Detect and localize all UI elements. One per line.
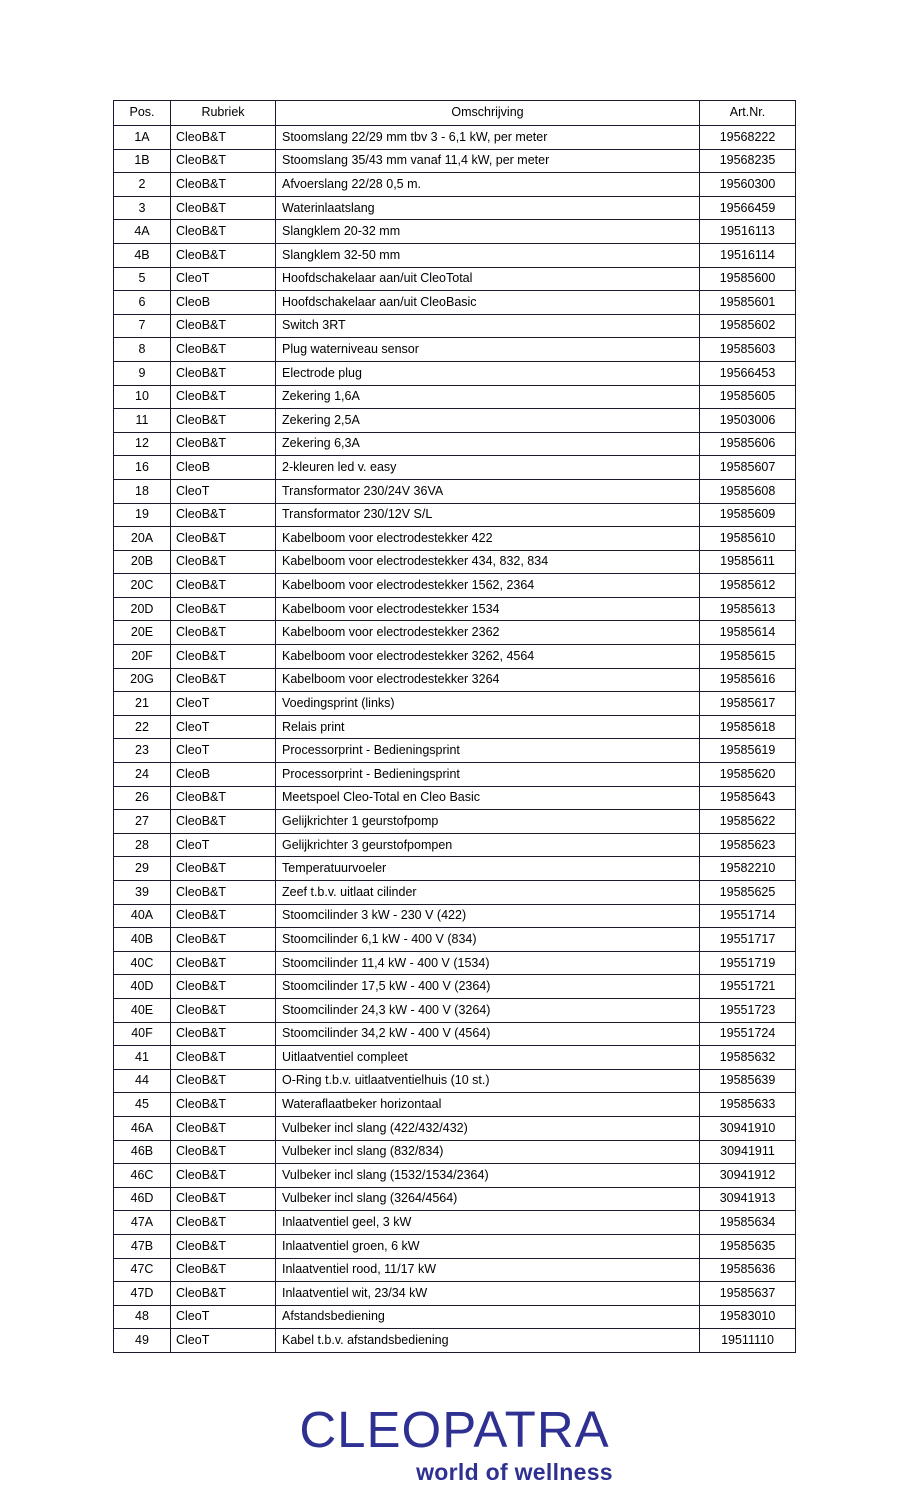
cell-rubriek: CleoB&T xyxy=(171,975,276,999)
cell-rubriek: CleoT xyxy=(171,1305,276,1329)
cell-omschrijving: Temperatuurvoeler xyxy=(276,857,700,881)
cell-artnr: 19585616 xyxy=(700,668,796,692)
cell-rubriek: CleoB&T xyxy=(171,1093,276,1117)
cell-pos: 4B xyxy=(114,243,171,267)
table-row xyxy=(114,1116,796,1140)
cell-artnr: 19568222 xyxy=(700,126,796,150)
cell-pos: 3 xyxy=(114,196,171,220)
cell-artnr: 19551724 xyxy=(700,1022,796,1046)
cell-artnr: 19585602 xyxy=(700,314,796,338)
cell-omschrijving: Zekering 2,5A xyxy=(276,409,700,433)
table-row xyxy=(114,1093,796,1117)
cell-omschrijving: Inlaatventiel rood, 11/17 kW xyxy=(276,1258,700,1282)
cell-omschrijving: Uitlaatventiel compleet xyxy=(276,1046,700,1070)
cell-rubriek: CleoB&T xyxy=(171,597,276,621)
cell-artnr: 19585601 xyxy=(700,291,796,315)
cell-omschrijving: Waterinlaatslang xyxy=(276,196,700,220)
cell-rubriek: CleoB&T xyxy=(171,1211,276,1235)
cell-artnr: 19585622 xyxy=(700,810,796,834)
table-row xyxy=(114,1305,796,1329)
cell-pos: 48 xyxy=(114,1305,171,1329)
cell-omschrijving: Switch 3RT xyxy=(276,314,700,338)
cell-pos: 47C xyxy=(114,1258,171,1282)
cell-pos: 11 xyxy=(114,409,171,433)
table-row xyxy=(114,1069,796,1093)
cell-artnr: 19551717 xyxy=(700,928,796,952)
cell-pos: 47A xyxy=(114,1211,171,1235)
cell-pos: 2 xyxy=(114,173,171,197)
logo-word-part2: PATRA xyxy=(442,1401,610,1458)
cell-artnr: 19585607 xyxy=(700,456,796,480)
table-row xyxy=(114,739,796,763)
cell-pos: 19 xyxy=(114,503,171,527)
cell-artnr: 19583010 xyxy=(700,1305,796,1329)
table-row xyxy=(114,881,796,905)
cell-omschrijving: Stoomcilinder 17,5 kW - 400 V (2364) xyxy=(276,975,700,999)
cell-rubriek: CleoB&T xyxy=(171,1022,276,1046)
cell-rubriek: CleoB&T xyxy=(171,857,276,881)
table-row xyxy=(114,1329,796,1353)
table-row xyxy=(114,126,796,150)
cell-pos: 29 xyxy=(114,857,171,881)
cell-rubriek: CleoB&T xyxy=(171,338,276,362)
table-row xyxy=(114,456,796,480)
cell-artnr: 19585600 xyxy=(700,267,796,291)
table-row xyxy=(114,574,796,598)
table-row xyxy=(114,1282,796,1306)
table-row xyxy=(114,361,796,385)
table-row xyxy=(114,196,796,220)
cell-artnr: 19585625 xyxy=(700,881,796,905)
cell-rubriek: CleoB&T xyxy=(171,810,276,834)
cell-rubriek: CleoB&T xyxy=(171,1282,276,1306)
cell-pos: 20C xyxy=(114,574,171,598)
table-row xyxy=(114,786,796,810)
cell-artnr: 19585613 xyxy=(700,597,796,621)
cell-omschrijving: Kabelboom voor electrodestekker 3264 xyxy=(276,668,700,692)
cell-artnr: 19511110 xyxy=(700,1329,796,1353)
cell-omschrijving: Processorprint - Bedieningsprint xyxy=(276,739,700,763)
cell-pos: 20F xyxy=(114,645,171,669)
cell-rubriek: CleoB&T xyxy=(171,196,276,220)
cell-omschrijving: Stoomcilinder 24,3 kW - 400 V (3264) xyxy=(276,998,700,1022)
cell-rubriek: CleoB&T xyxy=(171,904,276,928)
cell-artnr: 19585619 xyxy=(700,739,796,763)
cell-artnr: 19551721 xyxy=(700,975,796,999)
cell-artnr: 19585639 xyxy=(700,1069,796,1093)
cell-rubriek: CleoB&T xyxy=(171,432,276,456)
cell-artnr: 19585603 xyxy=(700,338,796,362)
cell-omschrijving: Stoomcilinder 34,2 kW - 400 V (4564) xyxy=(276,1022,700,1046)
cell-pos: 20A xyxy=(114,527,171,551)
cell-rubriek: CleoT xyxy=(171,1329,276,1353)
cell-omschrijving: Gelijkrichter 1 geurstofpomp xyxy=(276,810,700,834)
company-logo xyxy=(0,1401,909,1486)
cell-omschrijving: Zeef t.b.v. uitlaat cilinder xyxy=(276,881,700,905)
cell-omschrijving: Inlaatventiel groen, 6 kW xyxy=(276,1234,700,1258)
cell-omschrijving: Inlaatventiel geel, 3 kW xyxy=(276,1211,700,1235)
logo-tagline: world of wellness xyxy=(416,1459,613,1485)
table-row xyxy=(114,527,796,551)
cell-omschrijving: Kabelboom voor electrodestekker 3262, 4564 xyxy=(276,645,700,669)
cell-artnr: 19585608 xyxy=(700,479,796,503)
cell-pos: 40F xyxy=(114,1022,171,1046)
cell-omschrijving: Plug waterniveau sensor xyxy=(276,338,700,362)
cell-artnr: 19585606 xyxy=(700,432,796,456)
cell-rubriek: CleoB&T xyxy=(171,881,276,905)
cell-omschrijving: Kabelboom voor electrodestekker 434, 832, 834 xyxy=(276,550,700,574)
table-row xyxy=(114,833,796,857)
cell-omschrijving: Stoomslang 22/29 mm tbv 3 - 6,1 kW, per meter xyxy=(276,126,700,150)
cell-rubriek: CleoB&T xyxy=(171,998,276,1022)
logo-wordmark xyxy=(0,1401,909,1458)
cell-artnr: 19516114 xyxy=(700,243,796,267)
cell-pos: 46B xyxy=(114,1140,171,1164)
table-row xyxy=(114,857,796,881)
cell-omschrijving: Vulbeker incl slang (3264/4564) xyxy=(276,1187,700,1211)
cell-omschrijving: Kabel t.b.v. afstandsbediening xyxy=(276,1329,700,1353)
cell-omschrijving: Transformator 230/24V 36VA xyxy=(276,479,700,503)
cell-artnr: 19585643 xyxy=(700,786,796,810)
table-row xyxy=(114,550,796,574)
cell-omschrijving: Stoomcilinder 6,1 kW - 400 V (834) xyxy=(276,928,700,952)
cell-artnr: 19503006 xyxy=(700,409,796,433)
cell-pos: 23 xyxy=(114,739,171,763)
cell-rubriek: CleoB&T xyxy=(171,503,276,527)
cell-pos: 44 xyxy=(114,1069,171,1093)
cell-rubriek: CleoB&T xyxy=(171,574,276,598)
cell-omschrijving: O-Ring t.b.v. uitlaatventielhuis (10 st.) xyxy=(276,1069,700,1093)
cell-artnr: 19585637 xyxy=(700,1282,796,1306)
cell-rubriek: CleoB&T xyxy=(171,243,276,267)
cell-artnr: 19585633 xyxy=(700,1093,796,1117)
cell-pos: 20B xyxy=(114,550,171,574)
table-row xyxy=(114,267,796,291)
table-row xyxy=(114,1211,796,1235)
cell-omschrijving: Inlaatventiel wit, 23/34 kW xyxy=(276,1282,700,1306)
cell-rubriek: CleoB&T xyxy=(171,1046,276,1070)
cell-pos: 40B xyxy=(114,928,171,952)
cell-rubriek: CleoB&T xyxy=(171,786,276,810)
cell-pos: 20G xyxy=(114,668,171,692)
cell-artnr: 19568235 xyxy=(700,149,796,173)
table-row xyxy=(114,904,796,928)
cell-pos: 39 xyxy=(114,881,171,905)
cell-omschrijving: Stoomcilinder 11,4 kW - 400 V (1534) xyxy=(276,951,700,975)
cell-artnr: 19585617 xyxy=(700,692,796,716)
column-header-rubriek: Rubriek xyxy=(171,101,276,126)
cell-artnr: 30941911 xyxy=(700,1140,796,1164)
cell-artnr: 30941912 xyxy=(700,1164,796,1188)
cell-pos: 40A xyxy=(114,904,171,928)
cell-artnr: 19560300 xyxy=(700,173,796,197)
cell-pos: 40D xyxy=(114,975,171,999)
cell-pos: 40E xyxy=(114,998,171,1022)
table-body xyxy=(114,126,796,1353)
logo-word-part1: CLEO xyxy=(299,1401,443,1458)
table-row xyxy=(114,173,796,197)
cell-pos: 4A xyxy=(114,220,171,244)
table-row xyxy=(114,1022,796,1046)
table-row xyxy=(114,715,796,739)
table-header xyxy=(114,101,796,126)
cell-artnr: 19566453 xyxy=(700,361,796,385)
cell-artnr: 19585634 xyxy=(700,1211,796,1235)
cell-rubriek: CleoB&T xyxy=(171,173,276,197)
cell-artnr: 19566459 xyxy=(700,196,796,220)
cell-artnr: 19585618 xyxy=(700,715,796,739)
cell-omschrijving: Vulbeker incl slang (1532/1534/2364) xyxy=(276,1164,700,1188)
cell-artnr: 19585632 xyxy=(700,1046,796,1070)
cell-omschrijving: Transformator 230/12V S/L xyxy=(276,503,700,527)
cell-pos: 20E xyxy=(114,621,171,645)
cell-artnr: 19516113 xyxy=(700,220,796,244)
cell-omschrijving: Meetspoel Cleo-Total en Cleo Basic xyxy=(276,786,700,810)
table-row xyxy=(114,1258,796,1282)
cell-artnr: 19582210 xyxy=(700,857,796,881)
cell-omschrijving: Afstandsbediening xyxy=(276,1305,700,1329)
cell-omschrijving: Processorprint - Bedieningsprint xyxy=(276,763,700,787)
cell-pos: 5 xyxy=(114,267,171,291)
cell-rubriek: CleoB&T xyxy=(171,126,276,150)
cell-omschrijving: Hoofdschakelaar aan/uit CleoTotal xyxy=(276,267,700,291)
cell-pos: 28 xyxy=(114,833,171,857)
table-row xyxy=(114,1140,796,1164)
cell-artnr: 19585623 xyxy=(700,833,796,857)
cell-rubriek: CleoB&T xyxy=(171,385,276,409)
cell-rubriek: CleoB&T xyxy=(171,149,276,173)
table-row xyxy=(114,385,796,409)
cell-artnr: 30941913 xyxy=(700,1187,796,1211)
cell-rubriek: CleoB&T xyxy=(171,314,276,338)
cell-rubriek: CleoB&T xyxy=(171,668,276,692)
cell-pos: 10 xyxy=(114,385,171,409)
cell-pos: 1B xyxy=(114,149,171,173)
cell-pos: 18 xyxy=(114,479,171,503)
cell-pos: 26 xyxy=(114,786,171,810)
table-row xyxy=(114,338,796,362)
cell-pos: 12 xyxy=(114,432,171,456)
cell-pos: 7 xyxy=(114,314,171,338)
cell-rubriek: CleoB xyxy=(171,291,276,315)
cell-omschrijving: Stoomcilinder 3 kW - 230 V (422) xyxy=(276,904,700,928)
cell-artnr: 19585612 xyxy=(700,574,796,598)
table-row xyxy=(114,928,796,952)
cell-artnr: 30941910 xyxy=(700,1116,796,1140)
table-row xyxy=(114,668,796,692)
cell-artnr: 19551723 xyxy=(700,998,796,1022)
cell-omschrijving: 2-kleuren led v. easy xyxy=(276,456,700,480)
table-row xyxy=(114,503,796,527)
cell-artnr: 19585636 xyxy=(700,1258,796,1282)
cell-artnr: 19585620 xyxy=(700,763,796,787)
cell-artnr: 19585635 xyxy=(700,1234,796,1258)
cell-pos: 22 xyxy=(114,715,171,739)
table-header-row xyxy=(114,101,796,126)
cell-pos: 27 xyxy=(114,810,171,834)
cell-omschrijving: Kabelboom voor electrodestekker 422 xyxy=(276,527,700,551)
table-row xyxy=(114,479,796,503)
cell-rubriek: CleoB&T xyxy=(171,928,276,952)
cell-rubriek: CleoB&T xyxy=(171,527,276,551)
cell-omschrijving: Relais print xyxy=(276,715,700,739)
table-row xyxy=(114,243,796,267)
cell-rubriek: CleoT xyxy=(171,479,276,503)
cell-rubriek: CleoB xyxy=(171,763,276,787)
table-row xyxy=(114,763,796,787)
cell-omschrijving: Slangklem 20-32 mm xyxy=(276,220,700,244)
table-row xyxy=(114,1046,796,1070)
table-row xyxy=(114,314,796,338)
table-row xyxy=(114,951,796,975)
cell-rubriek: CleoB&T xyxy=(171,1234,276,1258)
column-header-pos: Pos. xyxy=(114,101,171,126)
cell-pos: 46A xyxy=(114,1116,171,1140)
cell-pos: 41 xyxy=(114,1046,171,1070)
table-row xyxy=(114,975,796,999)
table-row xyxy=(114,645,796,669)
table-row xyxy=(114,291,796,315)
cell-pos: 24 xyxy=(114,763,171,787)
cell-pos: 8 xyxy=(114,338,171,362)
cell-pos: 40C xyxy=(114,951,171,975)
cell-pos: 21 xyxy=(114,692,171,716)
table-row xyxy=(114,692,796,716)
cell-omschrijving: Vulbeker incl slang (832/834) xyxy=(276,1140,700,1164)
cell-omschrijving: Vulbeker incl slang (422/432/432) xyxy=(276,1116,700,1140)
cell-artnr: 19585605 xyxy=(700,385,796,409)
cell-omschrijving: Stoomslang 35/43 mm vanaf 11,4 kW, per meter xyxy=(276,149,700,173)
cell-omschrijving: Afvoerslang 22/28 0,5 m. xyxy=(276,173,700,197)
cell-omschrijving: Kabelboom voor electrodestekker 1534 xyxy=(276,597,700,621)
table-row xyxy=(114,1187,796,1211)
cell-pos: 6 xyxy=(114,291,171,315)
column-header-omschrijving: Omschrijving xyxy=(276,101,700,126)
cell-pos: 45 xyxy=(114,1093,171,1117)
cell-omschrijving: Zekering 1,6A xyxy=(276,385,700,409)
cell-rubriek: CleoB&T xyxy=(171,409,276,433)
cell-pos: 1A xyxy=(114,126,171,150)
cell-omschrijving: Hoofdschakelaar aan/uit CleoBasic xyxy=(276,291,700,315)
table-row xyxy=(114,1234,796,1258)
table-row xyxy=(114,149,796,173)
cell-omschrijving: Kabelboom voor electrodestekker 1562, 2364 xyxy=(276,574,700,598)
spare-parts-table xyxy=(113,100,796,1353)
table-row xyxy=(114,432,796,456)
cell-artnr: 19585610 xyxy=(700,527,796,551)
cell-artnr: 19585615 xyxy=(700,645,796,669)
cell-artnr: 19551714 xyxy=(700,904,796,928)
cell-rubriek: CleoT xyxy=(171,739,276,763)
cell-omschrijving: Zekering 6,3A xyxy=(276,432,700,456)
cell-rubriek: CleoB&T xyxy=(171,1164,276,1188)
cell-pos: 47B xyxy=(114,1234,171,1258)
cell-pos: 20D xyxy=(114,597,171,621)
cell-rubriek: CleoB&T xyxy=(171,1069,276,1093)
cell-rubriek: CleoB&T xyxy=(171,220,276,244)
cell-omschrijving: Gelijkrichter 3 geurstofpompen xyxy=(276,833,700,857)
cell-rubriek: CleoB&T xyxy=(171,621,276,645)
cell-omschrijving: Kabelboom voor electrodestekker 2362 xyxy=(276,621,700,645)
cell-artnr: 19585609 xyxy=(700,503,796,527)
cell-pos: 9 xyxy=(114,361,171,385)
cell-rubriek: CleoB&T xyxy=(171,645,276,669)
cell-rubriek: CleoB&T xyxy=(171,1116,276,1140)
table-row xyxy=(114,409,796,433)
cell-rubriek: CleoT xyxy=(171,833,276,857)
cell-rubriek: CleoB&T xyxy=(171,1258,276,1282)
cell-pos: 46C xyxy=(114,1164,171,1188)
cell-rubriek: CleoB&T xyxy=(171,550,276,574)
cell-artnr: 19551719 xyxy=(700,951,796,975)
cell-rubriek: CleoB&T xyxy=(171,951,276,975)
column-header-artnr: Art.Nr. xyxy=(700,101,796,126)
table-row xyxy=(114,621,796,645)
cell-rubriek: CleoB xyxy=(171,456,276,480)
cell-pos: 49 xyxy=(114,1329,171,1353)
table-row xyxy=(114,1164,796,1188)
cell-rubriek: CleoT xyxy=(171,715,276,739)
cell-pos: 16 xyxy=(114,456,171,480)
cell-omschrijving: Slangklem 32-50 mm xyxy=(276,243,700,267)
cell-rubriek: CleoT xyxy=(171,692,276,716)
cell-rubriek: CleoT xyxy=(171,267,276,291)
table-row xyxy=(114,597,796,621)
cell-pos: 46D xyxy=(114,1187,171,1211)
cell-rubriek: CleoB&T xyxy=(171,1140,276,1164)
cell-omschrijving: Wateraflaatbeker horizontaal xyxy=(276,1093,700,1117)
cell-artnr: 19585614 xyxy=(700,621,796,645)
cell-rubriek: CleoB&T xyxy=(171,361,276,385)
table-row xyxy=(114,220,796,244)
cell-artnr: 19585611 xyxy=(700,550,796,574)
cell-rubriek: CleoB&T xyxy=(171,1187,276,1211)
table-row xyxy=(114,810,796,834)
cell-omschrijving: Electrode plug xyxy=(276,361,700,385)
table-row xyxy=(114,998,796,1022)
cell-omschrijving: Voedingsprint (links) xyxy=(276,692,700,716)
cell-pos: 47D xyxy=(114,1282,171,1306)
